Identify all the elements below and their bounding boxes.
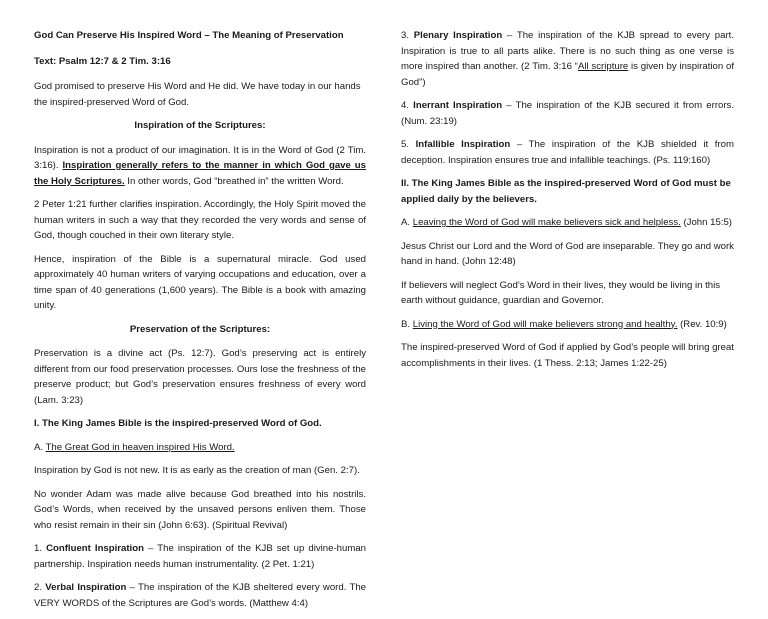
item-3-number: 3.	[401, 30, 414, 41]
document-title: God Can Preserve His Inspired Word – The Meaning of Preservation	[34, 30, 344, 41]
scripture-text-reference: Text: Psalm 12:7 & 2 Tim. 3:16	[34, 55, 171, 67]
item-4-number: 4.	[401, 100, 414, 111]
item-1	[34, 541, 366, 572]
neglect-paragraph: If believers will neglect God’s Word in their lives, they would be living in this earth without guidance, guardian and Governor.	[401, 279, 721, 306]
item-5-number: 5.	[401, 139, 416, 150]
jesus-paragraph: Jesus Christ our Lord and the Word of God are inseparable. They go and work hand in hand. (John 12:48)	[401, 240, 734, 267]
inspiration-definition: Inspiration generally refers to the manner in which God gave us the Holy Scriptures.	[34, 160, 366, 187]
item-4-term: Inerrant Inspiration	[413, 100, 503, 111]
item-1-number: 1.	[34, 543, 47, 554]
item-3-text-b: is given by inspiration of God”)	[401, 61, 734, 88]
item-2-term: Verbal Inspiration	[45, 582, 127, 593]
point-a-reference: (John 15:5)	[680, 217, 732, 228]
item-3-underlined: All scripture	[577, 61, 629, 72]
point-a-underlined: The Great God in heaven inspired His Word.	[45, 441, 235, 453]
point-a-heading-right	[401, 215, 734, 231]
point-b-prefix: B.	[401, 318, 413, 330]
point-a-prefix: A.	[34, 441, 46, 453]
inspiration-p1-text-a: Inspiration is not a product of our imagination. It is in the Word of God (2 Tim. 3:16).	[34, 144, 366, 171]
item-4	[401, 98, 734, 129]
inspiration-paragraph-3: Hence, inspiration of the Bible is a supernatural miracle. God used approximately 40 human writers of varying occupations and education, over a time span of 40 generations (1,600 years). The Bible is a book with amazing unity.	[34, 253, 366, 311]
preservation-paragraph: Preservation is a divine act (Ps. 12:7). God’s preserving act is entirely different from our food preservation processes. Ours lose the freshness of the preserve product; but God’s preservation ensures freshness of every word (Lam. 3:23)	[34, 348, 366, 406]
genesis-paragraph: Inspiration by God is not new. It is as early as the creation of man (Gen. 2:7).	[34, 465, 360, 476]
left-column	[34, 28, 366, 619]
section-one-heading: I. The King James Bible is the inspired-preserved Word of God.	[34, 418, 322, 429]
inspiration-paragraph-2: 2 Peter 1:21 further clarifies inspiration. Accordingly, the Holy Spirit moved the human writers in such a way that they recorded the very words and sense of God, though couched in their own literary style.	[34, 199, 366, 241]
item-1-text: – The inspiration of the KJB set up divine-human partnership. Inspiration needs human instrumentality. (2 Pet. 1:21)	[34, 543, 366, 570]
item-3-term: Plenary Inspiration	[413, 30, 503, 41]
item-2-text: – The inspiration of the KJB sheltered every word. The VERY WORDS of the Scriptures are God’s words. (Matthew 4:4)	[34, 582, 366, 609]
item-5-text: – The inspiration of the KJB shielded it from deception. Inspiration ensures true and infallible teachings. (Ps. 119:160)	[401, 139, 734, 166]
item-1-term: Confluent Inspiration	[46, 543, 144, 554]
point-b-reference: (Rev. 10:9)	[677, 318, 727, 330]
item-4-text: – The inspiration of the KJB secured it from errors. (Num. 23:19)	[401, 100, 735, 127]
adam-paragraph: No wonder Adam was made alive because God breathed into his nostrils. God’s Words, when received by the unsaved persons enliven them. Those who resist remain in their sin (John 6:63). (Spiritual Revival)	[34, 488, 366, 531]
point-a-underlined-right: Leaving the Word of God will make believers sick and helpless.	[412, 217, 681, 228]
right-column	[401, 28, 734, 379]
section-two-heading: II. The King James Bible as the inspired-preserved Word of God must be applied daily by the believers.	[401, 178, 731, 205]
intro-paragraph: God promised to preserve His Word and He did. We have today in our hands the inspired-preserved Word of God.	[34, 81, 361, 108]
inspiration-paragraph-1	[34, 143, 366, 190]
item-3	[401, 28, 734, 90]
item-5-term: Infallible Inspiration	[415, 139, 511, 150]
point-b-heading	[401, 317, 734, 333]
preservation-heading: Preservation of the Scriptures:	[129, 323, 271, 335]
item-2-number: 2.	[34, 582, 46, 593]
item-2	[34, 580, 366, 611]
inspiration-heading: Inspiration of the Scriptures:	[134, 120, 266, 131]
item-5	[401, 137, 734, 168]
final-paragraph: The inspired-preserved Word of God if applied by God’s people will bring great accomplishments in their lives. (1 Thess. 2:13; James 1:22-25)	[401, 342, 734, 369]
point-a-prefix-right: A.	[401, 217, 413, 228]
item-3-text-a: – The inspiration of the KJB spread to every part. Inspiration is true to all parts alike. There is no such thing as one verse is more inspired than another. (2 Tim. 3:16 “	[401, 30, 734, 72]
point-b-underlined: Living the Word of God will make believers strong and healthy.	[412, 318, 678, 330]
inspiration-p1-text-c: In other words, God “breathed in” the written Word.	[124, 175, 344, 187]
point-a-heading	[34, 440, 366, 456]
